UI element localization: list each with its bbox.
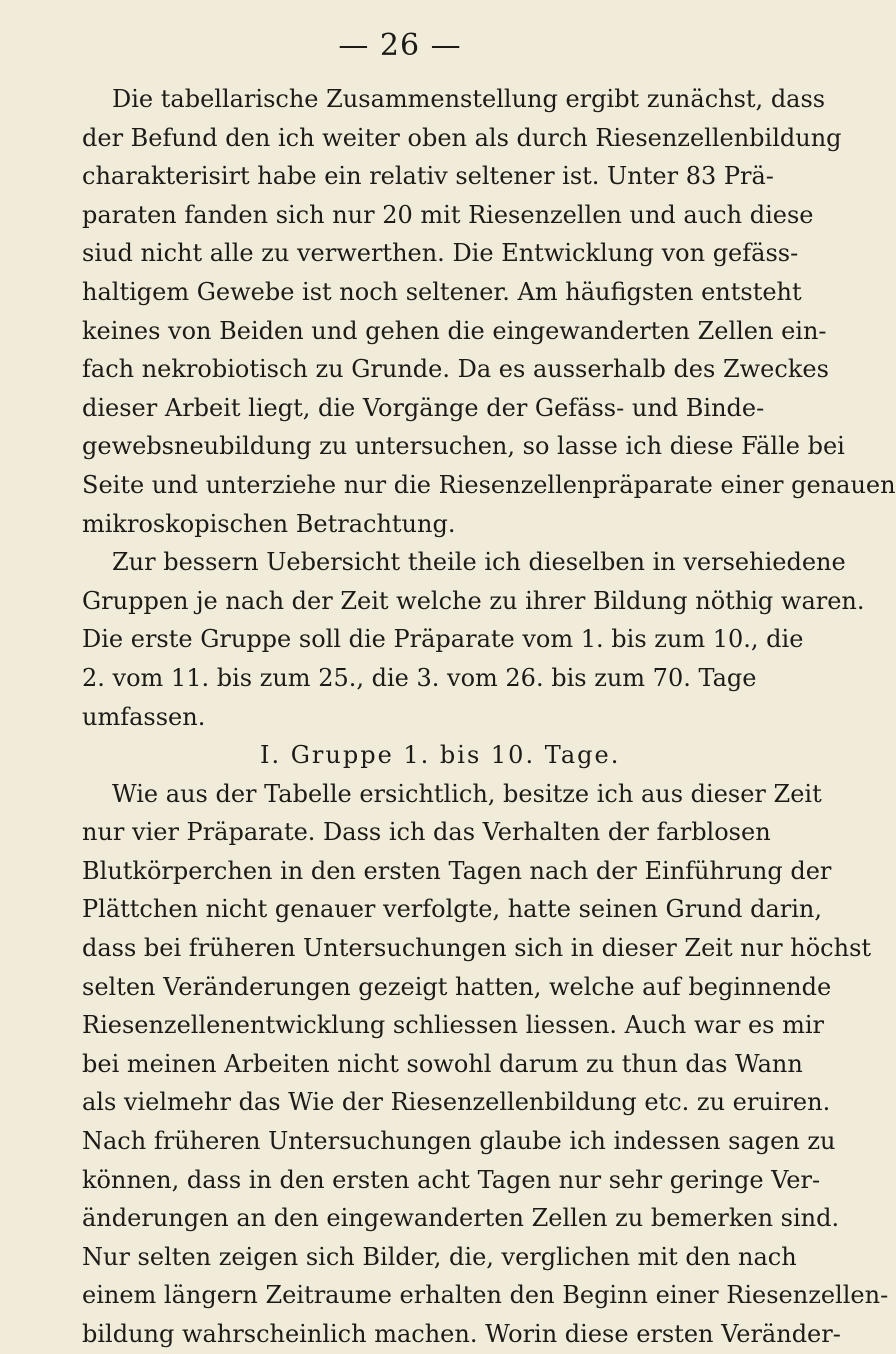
text-line: umfassen. bbox=[82, 702, 206, 731]
text-line: einem längern Zeitraume erhalten den Beginn einer Riesenzellen- bbox=[82, 1281, 889, 1310]
text-line: fach nekrobiotisch zu Grunde. Da es ausserhalb des Zweckes bbox=[82, 355, 829, 384]
text-line: haltigem Gewebe ist noch seltener. Am häufigsten entsteht bbox=[82, 277, 802, 306]
text-line: Plättchen nicht genauer verfolgte, hatte seinen Grund darin, bbox=[82, 895, 823, 924]
text-line: bildung wahrscheinlich machen. Worin diese ersten Veränder- bbox=[82, 1320, 841, 1348]
text-line: bei meinen Arbeiten nicht sowohl darum zu thun das Wann bbox=[82, 1049, 803, 1078]
body-text bbox=[82, 80, 896, 1354]
section-heading: I. Gruppe 1. bis 10. Tage. bbox=[260, 741, 621, 770]
text-line: Zur bessern Uebersicht theile ich dieselben in versehiedene bbox=[112, 548, 846, 577]
text-line: Die erste Gruppe soll die Präparate vom 1. bis zum 10., die bbox=[82, 625, 804, 654]
text-line: Die tabellarische Zusammenstellung ergibt zunächst, dass bbox=[112, 85, 826, 113]
text-line: charakterisirt habe ein relativ seltener ist. Unter 83 Prä- bbox=[82, 162, 774, 191]
paragraph-2 bbox=[82, 543, 865, 736]
text-line: keines von Beiden und gehen die eingewanderten Zellen ein- bbox=[82, 316, 827, 345]
text-line: paraten fanden sich nur 20 mit Riesenzellen und auch diese bbox=[82, 200, 814, 229]
text-line: änderungen an den eingewanderten Zellen zu bemerken sind. bbox=[82, 1204, 840, 1233]
text-line: selten Veränderungen gezeigt hatten, welche auf beginnende bbox=[82, 972, 832, 1001]
text-line: der Befund den ich weiter oben als durch Riesenzellenbildung bbox=[82, 123, 842, 152]
text-line: Wie aus der Tabelle ersichtlich, besitze ich aus dieser Zeit bbox=[112, 779, 822, 808]
page-number: — 26 — bbox=[338, 28, 462, 63]
text-line: 2. vom 11. bis zum 25., die 3. vom 26. bis zum 70. Tage bbox=[82, 663, 757, 692]
text-line: dass bei früheren Untersuchungen sich in dieser Zeit nur höchst bbox=[82, 934, 872, 963]
text-line: gewebsneubildung zu untersuchen, so lasse ich diese Fälle bei bbox=[82, 432, 845, 461]
text-line: als vielmehr das Wie der Riesenzellenbildung etc. zu eruiren. bbox=[82, 1088, 831, 1117]
paragraph-3 bbox=[82, 775, 889, 1354]
text-line: Seite und unterziehe nur die Riesenzellenpräparate einer genauen bbox=[82, 470, 896, 499]
text-line: Nach früheren Untersuchungen glaube ich indessen sagen zu bbox=[82, 1127, 836, 1156]
text-line: mikroskopischen Betrachtung. bbox=[82, 509, 456, 538]
text-line: Blutkörperchen in den ersten Tagen nach der Einführung der bbox=[82, 856, 832, 885]
text-line: siud nicht alle zu verwerthen. Die Entwicklung von gefäss- bbox=[82, 239, 799, 268]
text-line: dieser Arbeit liegt, die Vorgänge der Gefäss- und Binde- bbox=[82, 393, 765, 422]
text-line: Nur selten zeigen sich Bilder, die, verglichen mit den nach bbox=[82, 1242, 797, 1271]
paragraph-1 bbox=[82, 80, 896, 543]
text-line: Riesenzellenentwicklung schliessen liessen. Auch war es mir bbox=[82, 1011, 824, 1040]
text-line: können, dass in den ersten acht Tagen nur sehr geringe Ver- bbox=[82, 1165, 821, 1194]
text-line: nur vier Präparate. Dass ich das Verhalten der farblosen bbox=[82, 818, 771, 847]
text-line: Gruppen je nach der Zeit welche zu ihrer Bildung nöthig waren. bbox=[82, 586, 865, 615]
